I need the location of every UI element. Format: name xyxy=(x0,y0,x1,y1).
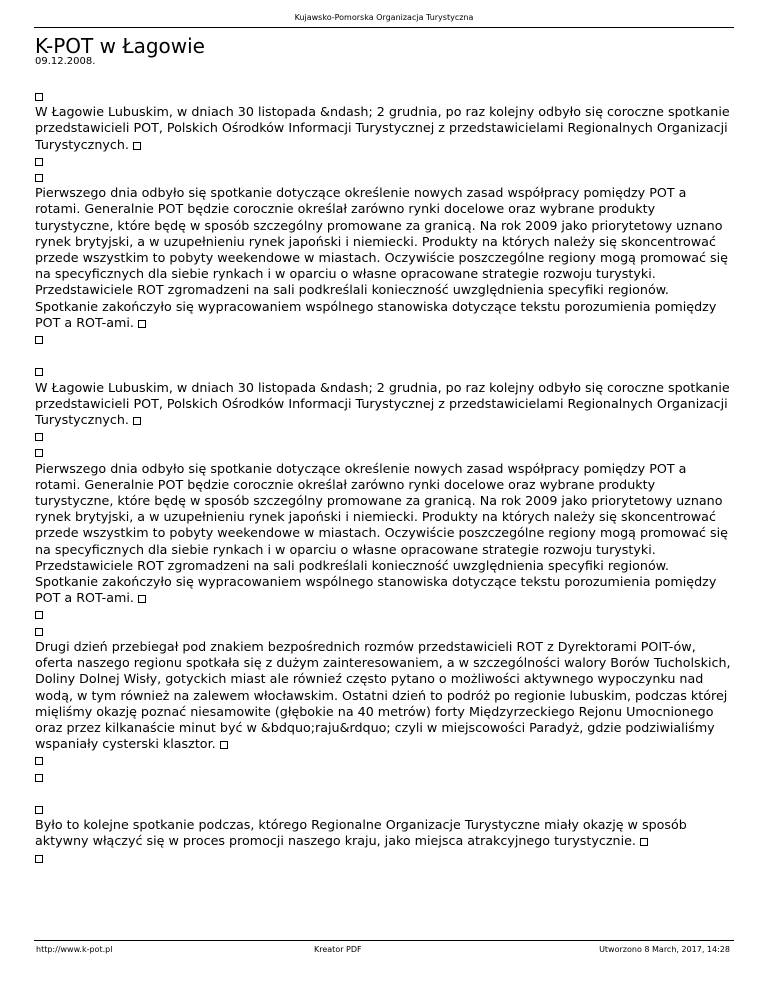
footer-created: Utworzono 8 March, 2017, 14:28 xyxy=(599,945,730,954)
missing-glyph-icon xyxy=(35,336,43,344)
paragraph: Pierwszego dnia odbyło się spotkanie dotyczące określenie nowych zasad współpracy pomiędzy POT a rotami. Generalnie POT będzie corocznie określał zarówno rynki docelowe oraz wybrane produkty turystyczne, które będę w sposób szczególny promowane za granicą. Na rok 2009 jako priorytetowy uznano rynek brytyjski, a w uzupełnieniu rynek japoński i niemiecki. Produkty na których należy się skoncentrować przede wszystkim to pobyty weekendowe w miastach. Oczywiście poszczególne regiony mogą promować się na specyficznych dla siebie rynkach i w oparciu o własne opracowane strategie rozwoju turystyki. Przedstawiciele ROT zgromadzeni na sali podkreślali konieczność uwzględnienia specyfiki regionów. Spotkanie zakończyło się wypracowaniem wspólnego stanowiska dotyczące tekstu porozumienia pomiędzy POT a ROT-ami. xyxy=(35,185,728,330)
missing-glyph-icon xyxy=(35,628,43,636)
article-body xyxy=(35,88,735,866)
missing-glyph-icon xyxy=(35,611,43,619)
missing-glyph-icon xyxy=(133,417,141,425)
missing-glyph-icon xyxy=(35,93,43,101)
missing-glyph-icon xyxy=(35,855,43,863)
footer-generator: Kreator PDF xyxy=(314,945,362,954)
paragraph: Było to kolejne spotkanie podczas, którego Regionalne Organizacje Turystyczne miały okazję w sposób aktywny włączyć się w proces promocji naszego kraju, jako miejsca atrakcyjnego turystycznie. xyxy=(35,817,687,849)
missing-glyph-icon xyxy=(220,741,228,749)
missing-glyph-icon xyxy=(138,595,146,603)
missing-glyph-icon xyxy=(35,433,43,441)
paragraph: Drugi dzień przebiegał pod znakiem bezpośrednich rozmów przedstawicieli ROT z Dyrektorami POIT-ów, oferta naszego regionu spotkała się z dużym zainteresowaniem, a w szczególności walory Borów Tucholskich, Doliny Dolnej Wisły, gotyckich miast ale równieź często pytano o możliwości aktywnego wypoczynku nad wodą, w tym również na zalewem włocławskim. Ostatni dzień to podróż po regionie lubuskim, podczas której mięliśmy okazję poznać niesamowite (głębokie na 40 metrów) forty Międzyrzeckiego Rejonu Umocnionego oraz przez kilkanaście minut być w &bdquo;raju&rdquo; czyli w miejscowości Paradyż, gdzie podziwialiśmy wspaniały cysterski klasztor. xyxy=(35,638,731,752)
missing-glyph-icon xyxy=(35,757,43,765)
missing-glyph-icon xyxy=(35,368,43,376)
missing-glyph-icon xyxy=(138,320,146,328)
footer-url[interactable]: http://www.k-pot.pl xyxy=(36,945,113,954)
article-date: 09.12.2008. xyxy=(35,56,96,67)
missing-glyph-icon xyxy=(35,806,43,814)
organization-name: Kujawsko-Pomorska Organizacja Turystyczna xyxy=(294,13,474,22)
missing-glyph-icon xyxy=(640,838,648,846)
page-title: K-POT w Łagowie xyxy=(35,34,205,58)
missing-glyph-icon xyxy=(35,774,43,782)
missing-glyph-icon xyxy=(35,158,43,166)
missing-glyph-icon xyxy=(35,449,43,457)
paragraph: Pierwszego dnia odbyło się spotkanie dotyczące określenie nowych zasad współpracy pomiędzy POT a rotami. Generalnie POT będzie corocznie określał zarówno rynki docelowe oraz wybrane produkty turystyczne, które będę w sposób szczególny promowane za granicą. Na rok 2009 jako priorytetowy uznano rynek brytyjski, a w uzupełnieniu rynek japoński i niemiecki. Produkty na których należy się skoncentrować przede wszystkim to pobyty weekendowe w miastach. Oczywiście poszczególne regiony mogą promować się na specyficznych dla siebie rynkach i w oparciu o własne opracowane strategie rozwoju turystyki. Przedstawiciele ROT zgromadzeni na sali podkreślali konieczność uwzględnienia specyfiki regionów. Spotkanie zakończyło się wypracowaniem wspólnego stanowiska dotyczące tekstu porozumienia pomiędzy POT a ROT-ami. xyxy=(35,460,728,606)
missing-glyph-icon xyxy=(35,174,43,182)
page-header xyxy=(34,11,734,28)
missing-glyph-icon xyxy=(133,142,141,150)
page-footer xyxy=(34,940,734,954)
paragraph: W Łagowie Lubuskim, w dniach 30 listopada &ndash; 2 grudnia, po raz kolejny odbyło się coroczne spotkanie przedstawicieli POT, Polskich Ośrodków Informacji Turystycznej z przedstawicielami Regionalnych Organizacji Turystycznych. xyxy=(35,104,730,152)
paragraph: W Łagowie Lubuskim, w dniach 30 listopada &ndash; 2 grudnia, po raz kolejny odbyło się coroczne spotkanie przedstawicieli POT, Polskich Ośrodków Informacji Turystycznej z przedstawicielami Regionalnych Organizacji Turystycznych. xyxy=(35,379,730,428)
